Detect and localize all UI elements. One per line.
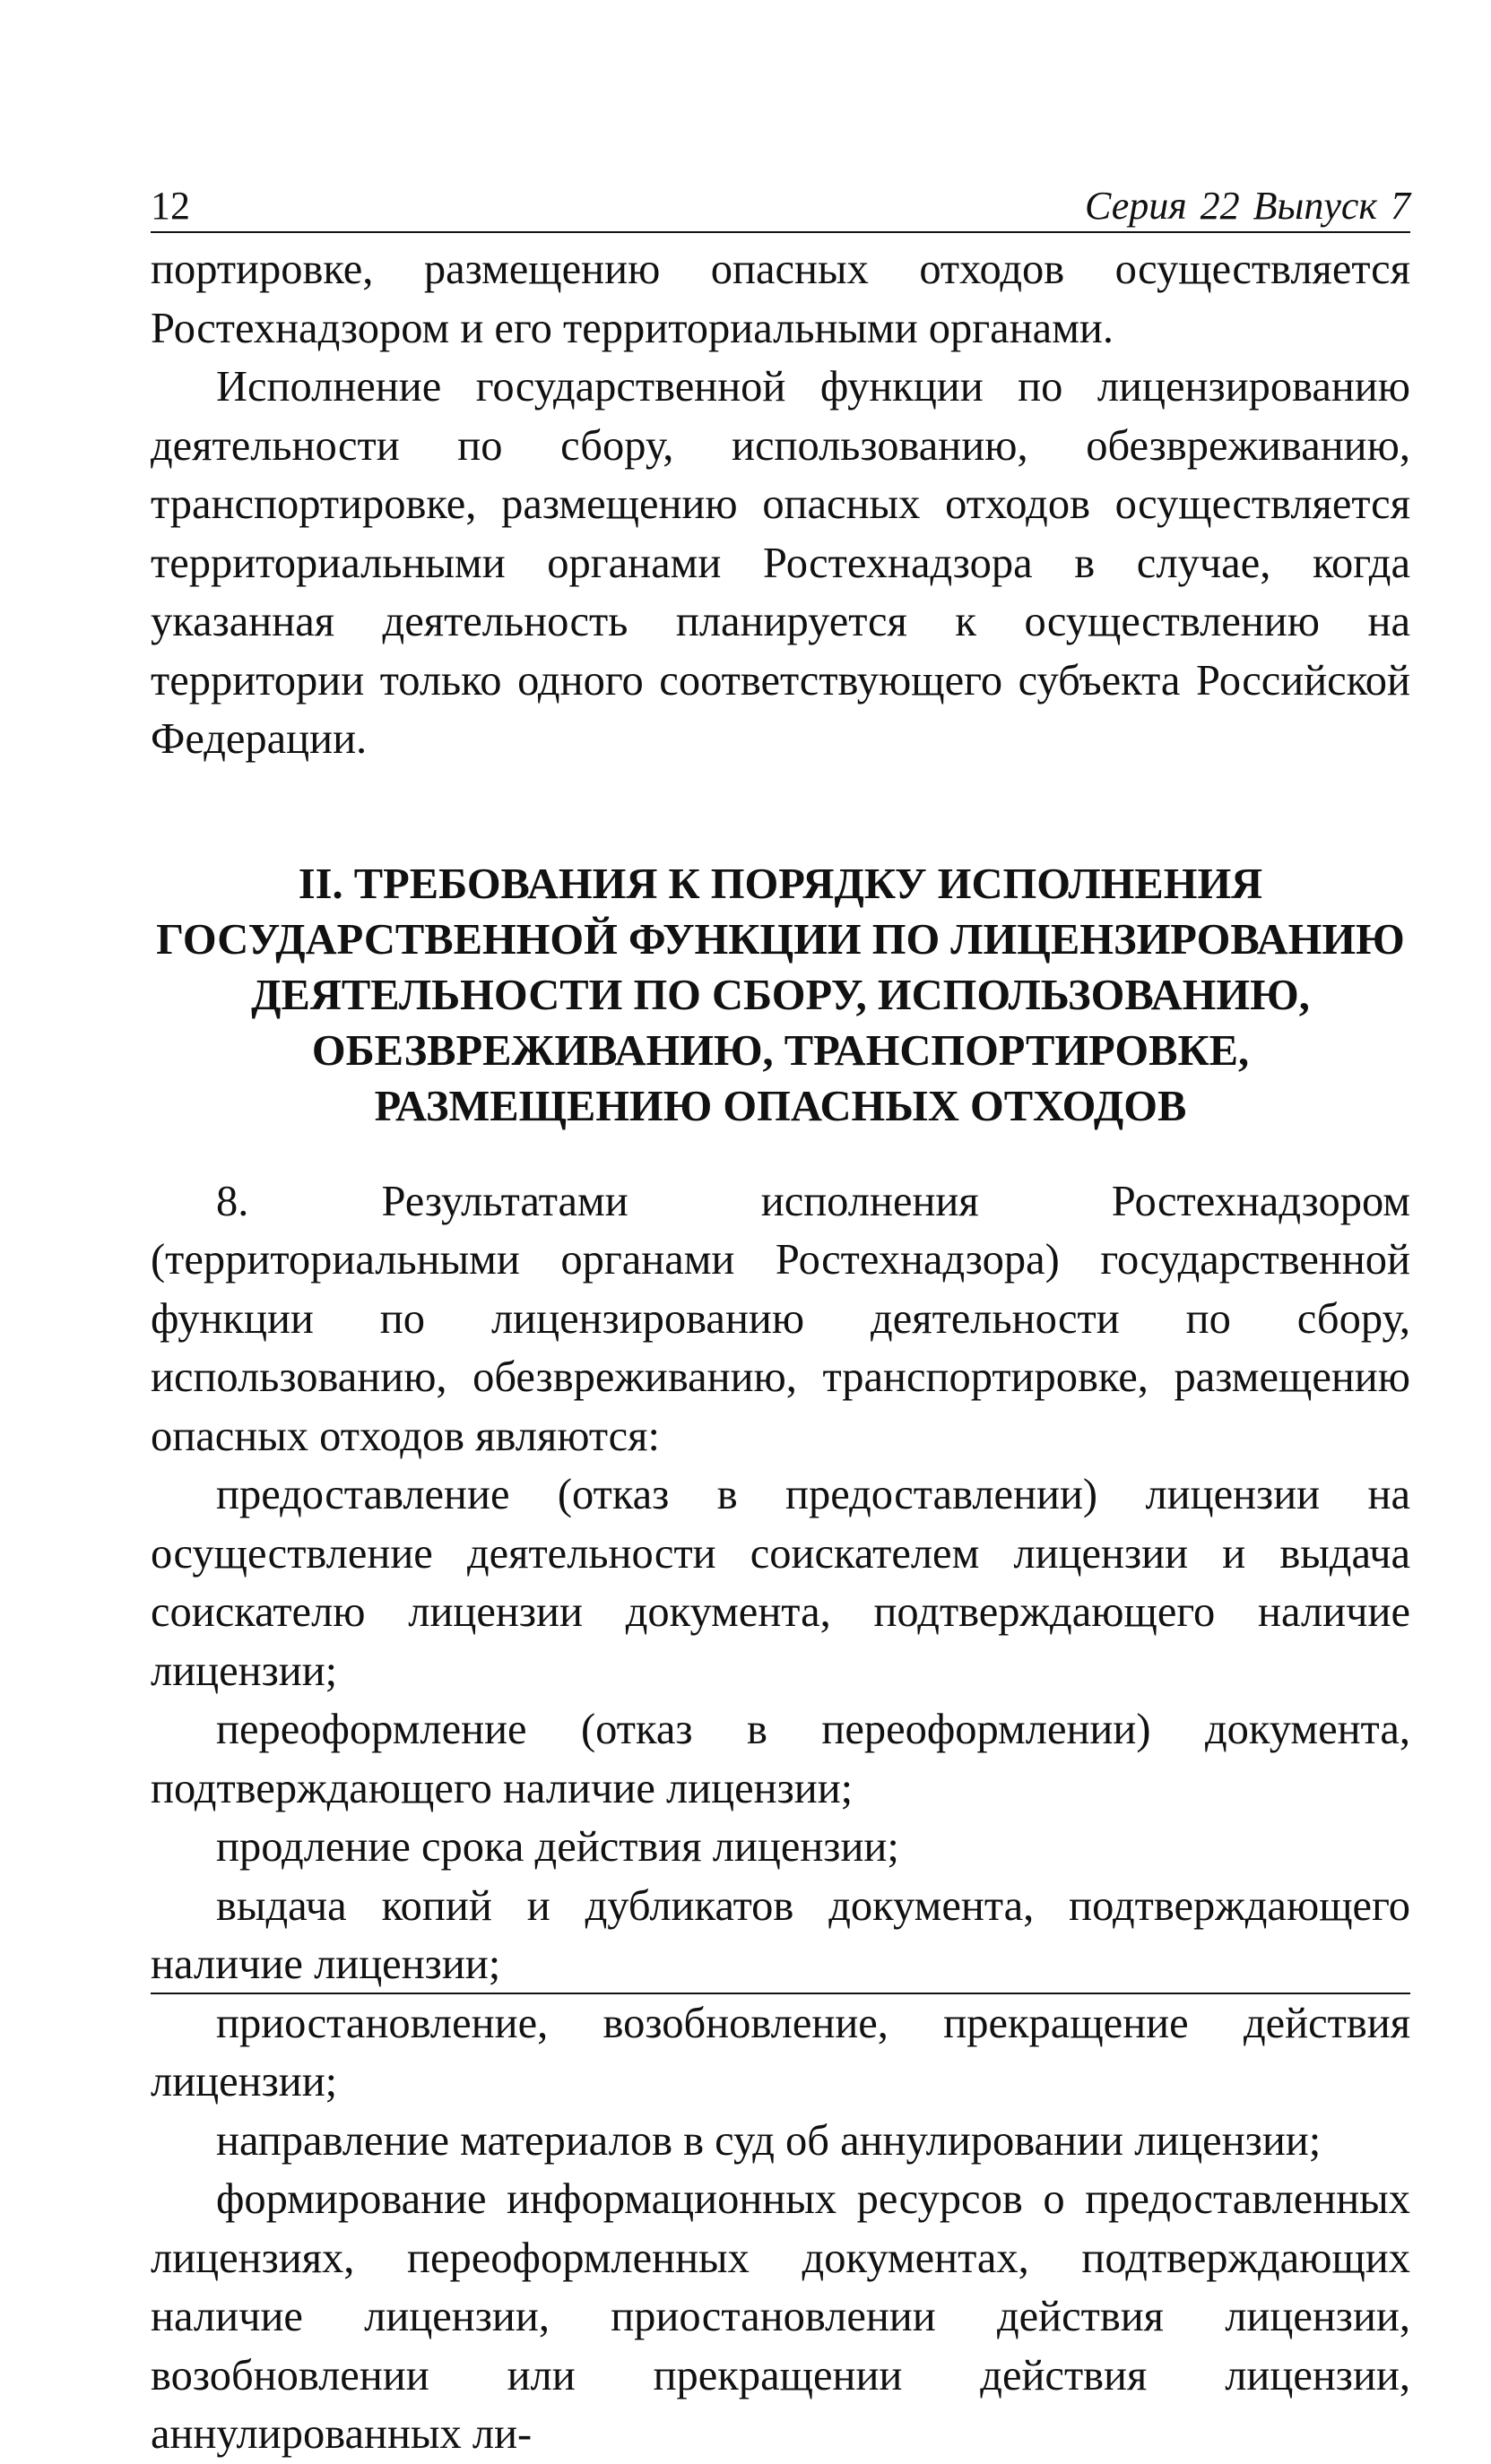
running-title: Серия 22 Выпуск 7 — [1085, 184, 1410, 228]
result-item: направление материалов в суд об аннулировании лицензии; — [216, 2116, 1322, 2165]
page-number: 12 — [151, 184, 190, 228]
clause-8-paragraph: 8. Результатами исполнения Ростехнадзором (территориальными органами Ростехнадзора) государственной функции по лицензированию деятельности по сбору, использованию, обезвреживанию, транспортировке, размещению опасных отходов являются: — [151, 1177, 1410, 1460]
result-item: переоформление (отказ в переоформлении) документа, подтверждающего наличие лицензии; — [151, 1706, 1410, 1812]
section-heading-line: РАЗМЕЩЕНИЮ ОПАСНЫХ ОТХОДОВ — [374, 1082, 1187, 1130]
result-item: формирование информационных ресурсов о предоставленных лицензиях, переоформленных документах, подтверждающих наличие лицензии, приостановлении действия лицензии, возобновлении или прекращении действия лицензии, аннулированных ли- — [151, 2175, 1410, 2458]
footer-rule — [151, 1993, 1410, 1994]
header-rule — [151, 231, 1410, 233]
intro-paragraph: Исполнение государственной функции по лицензированию деятельности по сбору, использованию, обезвреживанию, транспортировке, размещению опасных отходов осуществляется территориальными органами Ростехнадзора в случае, когда указанная деятельность планируется к осуществлению на территории только одного соответствующего субъекта Российской Федерации. — [151, 363, 1410, 763]
result-item: приостановление, возобновление, прекращение действия лицензии; — [151, 1999, 1410, 2105]
result-item: продление срока действия лицензии; — [216, 1823, 899, 1871]
result-item: предоставление (отказ в предоставлении) лицензии на осуществление деятельности соискателем лицензии и выдача соискателю лицензии документа, подтверждающего наличие лицензии; — [151, 1471, 1410, 1695]
section-heading-line: II. ТРЕБОВАНИЯ К ПОРЯДКУ ИСПОЛНЕНИЯ — [298, 860, 1263, 908]
page-header — [151, 179, 1410, 233]
body-text — [151, 240, 1410, 2464]
section-heading-line: ГОСУДАРСТВЕННОЙ ФУНКЦИИ ПО ЛИЦЕНЗИРОВАНИЮ — [156, 915, 1405, 964]
section-heading — [151, 857, 1410, 1135]
section-heading-line: ДЕЯТЕЛЬНОСТИ ПО СБОРУ, ИСПОЛЬЗОВАНИЮ, — [251, 971, 1310, 1019]
result-item: выдача копий и дубликатов документа, подтверждающего наличие лицензии; — [151, 1881, 1410, 1988]
intro-paragraph-continuation: портировке, размещению опасных отходов осуществляется Ростехнадзором и его территориальными органами. — [151, 246, 1410, 352]
section-heading-line: ОБЕЗВРЕЖИВАНИЮ, ТРАНСПОРТИРОВКЕ, — [311, 1026, 1250, 1075]
